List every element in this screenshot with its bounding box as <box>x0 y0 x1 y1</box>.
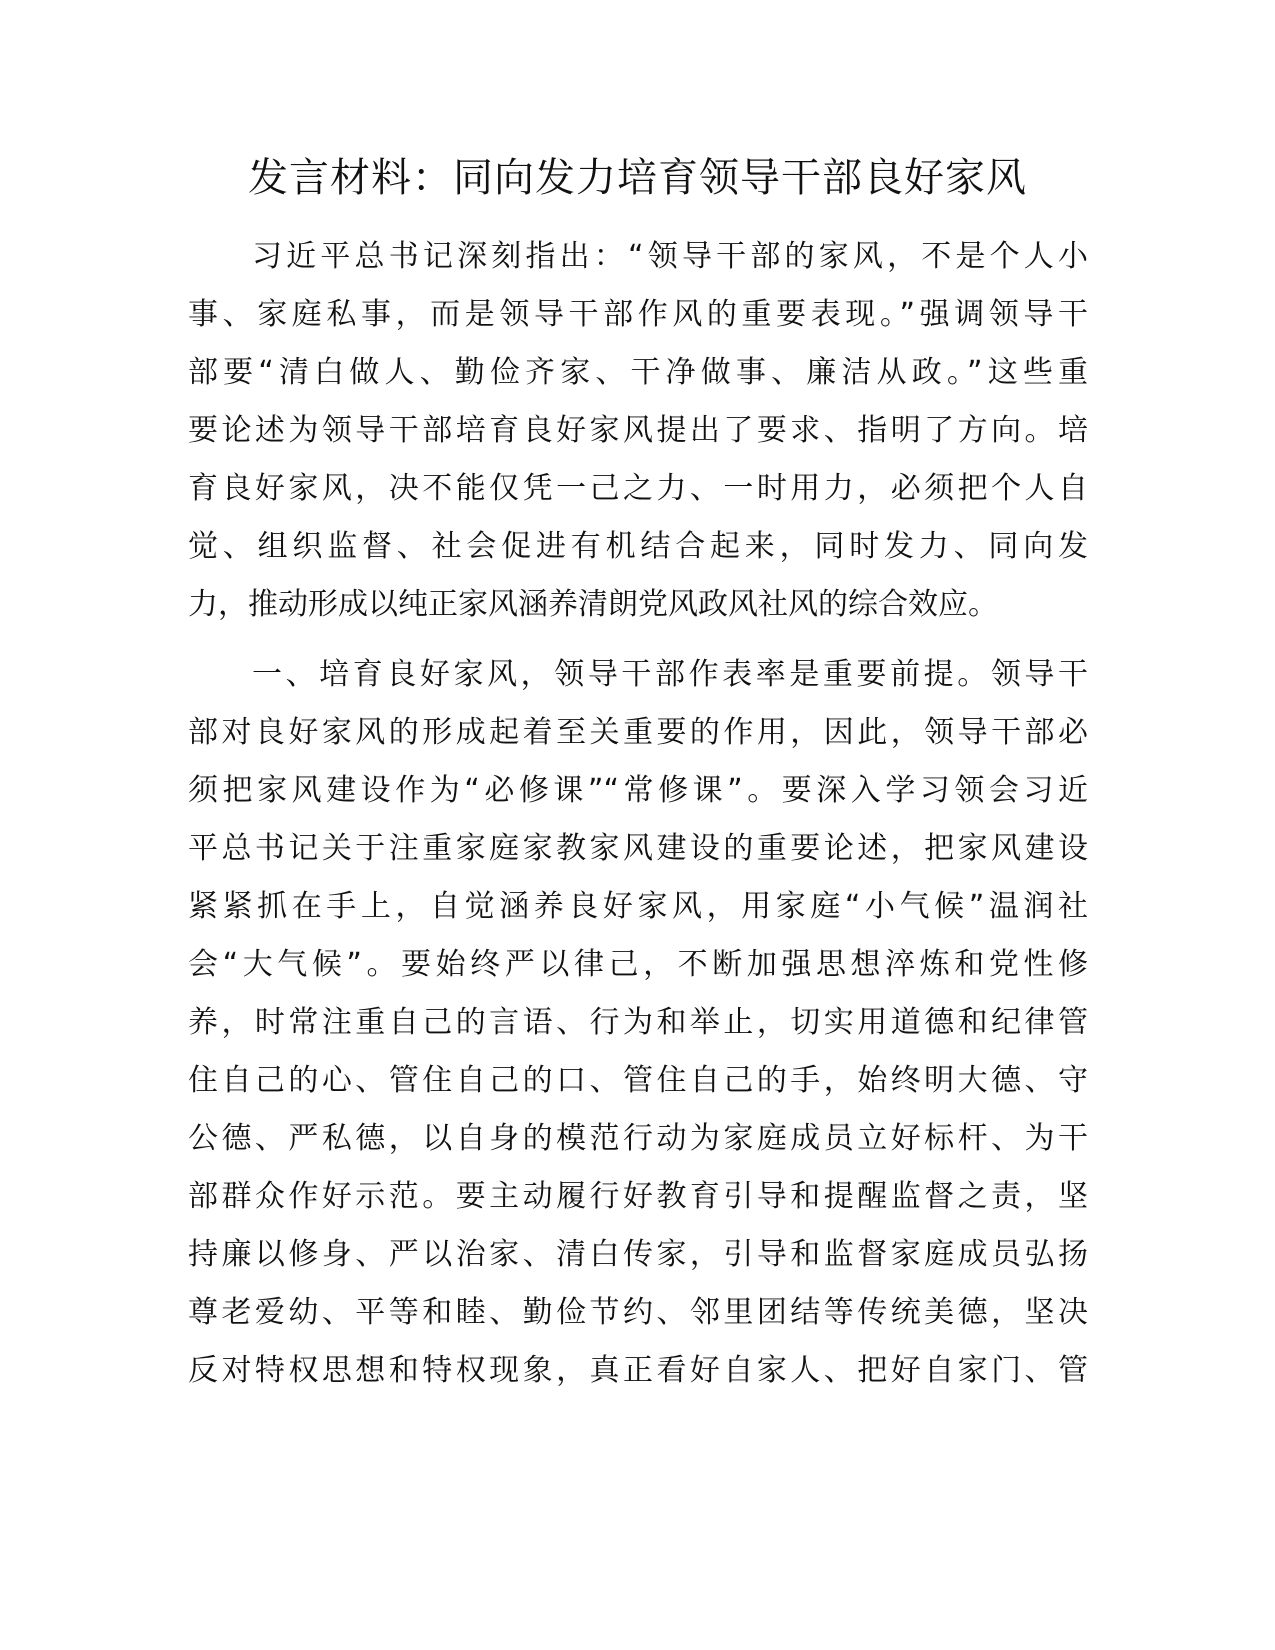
text-line: 平总书记关于注重家庭家教家风建设的重要论述，把家风建设 <box>188 831 1088 866</box>
text-line: 公德、严私德，以自身的模范行动为家庭成员立好标杆、为干 <box>188 1121 1088 1156</box>
text-line: 觉、组织监督、社会促进有机结合起来，同时发力、同向发 <box>188 529 1088 564</box>
text-line: 育良好家风，决不能仅凭一己之力、一时用力，必须把个人自 <box>188 471 1088 506</box>
text-line: 养，时常注重自己的言语、行为和举止，切实用道德和纪律管 <box>188 1005 1088 1040</box>
text-line: 部对良好家风的形成起着至关重要的作用，因此，领导干部必 <box>188 715 1088 750</box>
text-line: 住自己的心、管住自己的口、管住自己的手，始终明大德、守 <box>188 1063 1088 1098</box>
text-line: 习近平总书记深刻指出：“领导干部的家风，不是个人小 <box>252 239 1088 274</box>
text-line: 会“大气候”。要始终严以律己，不断加强思想淬炼和党性修 <box>188 947 1088 982</box>
paragraph-intro <box>188 228 1088 634</box>
text-line: 反对特权思想和特权现象，真正看好自家人、把好自家门、管 <box>188 1353 1088 1388</box>
text-line: 一、培育良好家风，领导干部作表率是重要前提。领导干 <box>252 657 1088 692</box>
document-body <box>188 228 1088 1400</box>
text-line: 部群众作好示范。要主动履行好教育引导和提醒监督之责，坚 <box>188 1179 1088 1214</box>
text-line: 部要“清白做人、勤俭齐家、干净做事、廉洁从政。”这些重 <box>188 355 1088 390</box>
text-line: 尊老爱幼、平等和睦、勤俭节约、邻里团结等传统美德，坚决 <box>188 1295 1088 1330</box>
text-line: 要论述为领导干部培育良好家风提出了要求、指明了方向。培 <box>188 413 1088 448</box>
text-line: 力，推动形成以纯正家风涵养清朗党风政风社风的综合效应。 <box>188 587 998 622</box>
text-line: 须把家风建设作为“必修课”“常修课”。要深入学习领会习近 <box>188 773 1088 808</box>
paragraph-section-one <box>188 646 1088 1400</box>
document-title: 发言材料：同向发力培育领导干部良好家风 <box>248 155 1027 201</box>
text-line: 事、家庭私事，而是领导干部作风的重要表现。”强调领导干 <box>188 297 1088 332</box>
text-line: 紧紧抓在手上，自觉涵养良好家风，用家庭“小气候”温润社 <box>188 889 1088 924</box>
text-line: 持廉以修身、严以治家、清白传家，引导和监督家庭成员弘扬 <box>188 1237 1088 1272</box>
